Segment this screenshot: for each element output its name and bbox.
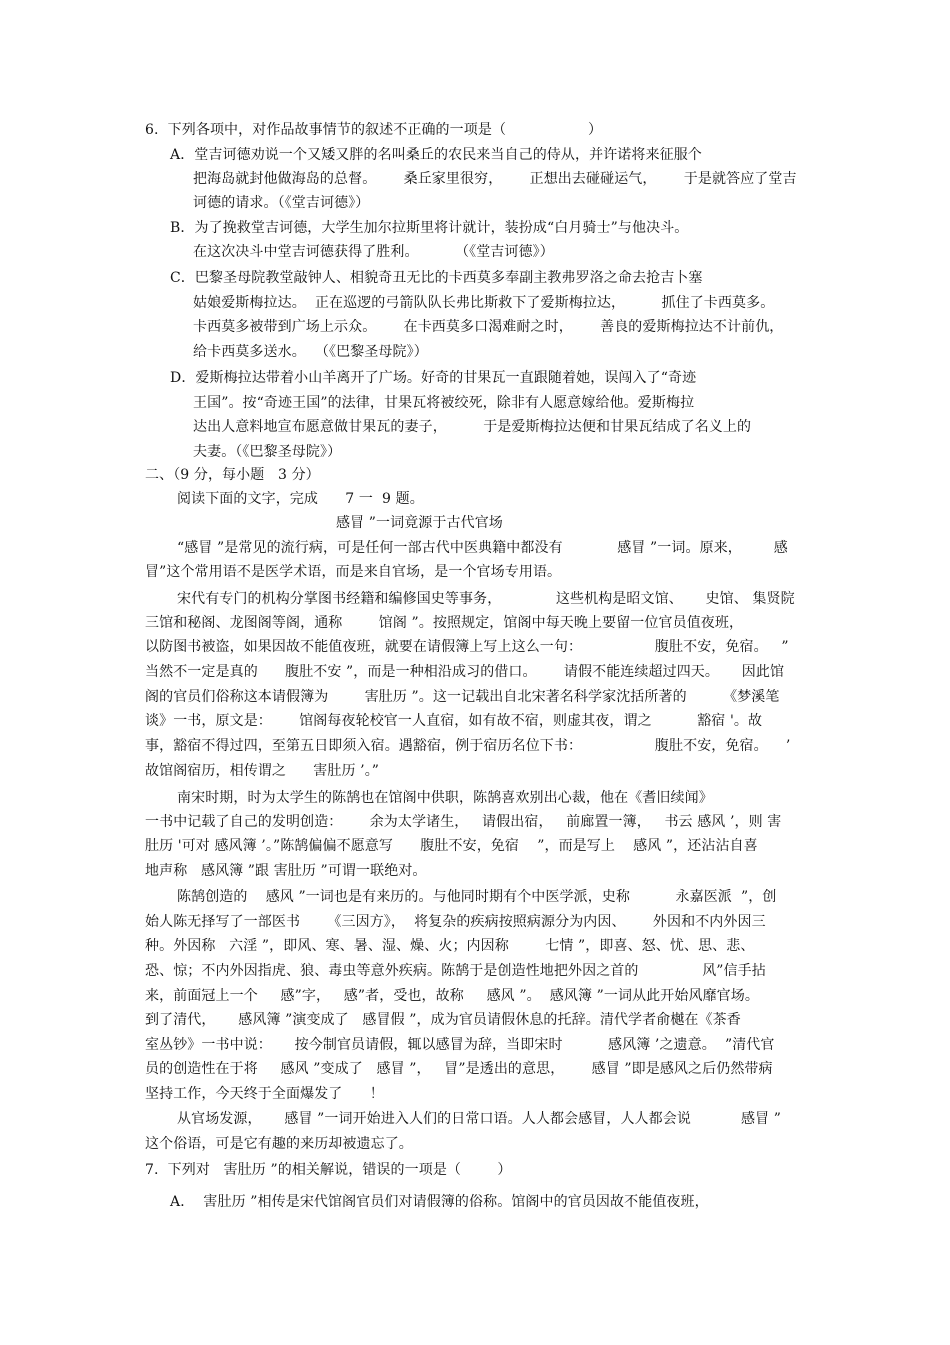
option-6c-line: C．巴黎圣母院教堂敲钟人、相貌奇丑无比的卡西莫多奉副主教弗罗洛之命去抢吉卜塞 (170, 270, 703, 286)
option-6d-line: 达出人意料地宣布愿意做甘果瓦的妻子， 于是爱斯梅拉达便和甘果瓦结成了名义上的 (193, 419, 752, 435)
passage-line: 恐、惊；不内外因指虎、狼、毒虫等意外疾病。陈鹄于是创造性地把外因之首的 风”信手拈 (145, 963, 766, 979)
question-6-stem: 6. 下列各项中，对作品故事情节的叙述不正确的一项是（ ） (145, 122, 603, 138)
passage-line: 员的创造性在于将 感风 ”变成了 感冒 ”， 冒”是透出的意思， 感冒 ”即是感风之后仍然带病 (145, 1061, 773, 1077)
option-6b-line: B．为了挽救堂吉诃德，大学生加尔拉斯里将计就计，装扮成“白月骑士”与他决斗。 (170, 220, 689, 236)
passage-line: 始人陈无择写了一部医书 《三因方》， 将复杂的疾病按照病源分为内因、 外因和不内外因三 (145, 914, 766, 930)
passage-line: 坚持工作，今天终于全面爆发了 ！ (145, 1086, 384, 1102)
passage-line: 一书中记载了自己的发明创造： 余为太学诸生， 请假出宿， 前廊置一簿， 书云 感风 ’，则 害 (145, 814, 782, 830)
passage-line: 三馆和秘阁、龙图阁等阁，通称 馆阁 ”。按照规定，馆阁中每天晚上要留一位官员值夜班， (145, 615, 744, 631)
passage-line: 从官场发源， 感冒 ”一词开始进入人们的日常口语。人人都会感冒，人人都会说 感冒 ” (177, 1111, 782, 1127)
passage-line: 故馆阁宿历，相传谓之 害肚历 ’。” (145, 763, 380, 779)
option-6a-line: 诃德的请求。（《堂吉诃德》） (193, 195, 370, 211)
passage-line: 肚历 '可对 感风簿 ’。”陈鹄偏偏不愿意写 腹肚不安，免宿 ”，而是写上 感风 ”，还沾沾自喜 (145, 838, 758, 854)
passage-line: 到了清代， 感风簿 ”演变成了 感冒假 ”，成为官员请假休息的托辞。清代学者俞樾在《茶香 (145, 1012, 741, 1028)
option-6d-line: 王国”。按“奇迹王国”的法律，甘果瓦将被绞死，除非有人愿意嫁给他。爱斯梅拉 (193, 395, 695, 411)
passage-line: 谈》一书，原文是： 馆阁每夜轮校官一人直宿，如有故不宿，则虚其夜，谓之 豁宿 '。故 (145, 713, 763, 729)
option-6c-line: 给卡西莫多送水。 （《巴黎圣母院》） (193, 344, 428, 360)
passage-line: 来，前面冠上一个 感”字， 感”者，受也，故称 感风 ”。 感风簿 ”一词从此开始风靡官场。 (145, 988, 759, 1004)
passage-line: 陈鹄创造的 感风 ”一词也是有来历的。与他同时期有个中医学派，史称 永嘉医派 ”，创 (177, 889, 777, 905)
passage-line: 室丛钞》一书中说： 按今制官员请假，辄以感冒为辞，当即宋时 感风簿 ’之遗意。 ”清代官 (145, 1037, 775, 1053)
passage-line: 以防图书被盗，如果因故不能值夜班，就要在请假簿上写上这么一句： 腹肚不安，免宿。 ” (145, 639, 789, 655)
option-6d-line: D．爱斯梅拉达带着小山羊离开了广场。好奇的甘果瓦一直跟随着她，误闯入了“奇迹 (170, 370, 697, 386)
option-6c-line: 姑娘爱斯梅拉达。 正在巡逻的弓箭队队长弗比斯救下了爱斯梅拉达， 抓住了卡西莫多。 (193, 295, 775, 311)
passage-line: 冒”这个常用语不是医学术语，而是来自官场，是一个官场专用语。 (145, 564, 562, 580)
passage-line: 南宋时期，时为太学生的陈鹄也在馆阁中供职，陈鹄喜欢别出心裁，他在《耆旧续闻》 (177, 790, 713, 806)
passage-line: 当然不一定是真的 腹肚不安 ”，而是一种相沿成习的借口。 请假不能连续超过四天。 因此馆 (145, 664, 785, 680)
passage-line: “感冒 ”是常见的流行病，可是任何一部古代中医典籍中都没有 感冒 ”一词。原来， 感 (177, 540, 788, 556)
option-6a-line: 把海岛就封他做海岛的总督。 桑丘家里很穷， 正想出去碰碰运气， 于是就答应了堂吉 (193, 171, 797, 187)
passage-line: 阁的官员们俗称这本请假簿为 害肚历 ”。这一记载出自北宋著名科学家沈括所著的 《梦溪笔 (145, 689, 780, 705)
passage-line: 这个俗语，可是它有趣的来历却被遗忘了。 (145, 1136, 413, 1152)
option-6b-line: 在这次决斗中堂吉诃德获得了胜利。 （《堂吉诃德》） (193, 244, 554, 260)
option-7a-line: A． 害肚历 ”相传是宋代馆阁官员们对请假簿的俗称。馆阁中的官员因故不能值夜班， (170, 1194, 709, 1210)
option-6a-line: A．堂吉诃德劝说一个又矮又胖的名叫桑丘的农民来当自己的侍从，并许诺将来征服个 (170, 147, 702, 163)
question-7-stem: 7. 下列对 害肚历 ”的相关解说，错误的一项是（ ） (145, 1162, 512, 1178)
option-6d-line: 夫妻。（《巴黎圣母院》） (193, 444, 342, 460)
passage-line: 地声称 感风簿 ”跟 害肚历 ”可谓一联绝对。 (145, 863, 427, 879)
passage-line: 种。外因称 六淫 ”，即风、寒、暑、湿、燥、火；内因称 七情 ”，即喜、怒、忧、思、悲、 (145, 938, 755, 954)
reading-instruction: 阅读下面的文字，完成 7 一 9 题。 (177, 491, 424, 507)
passage-line: 事，豁宿不得过四，至第五日即须入宿。遇豁宿，例于宿历名位下书： 腹肚不安，免宿。 ’ (145, 738, 791, 754)
passage-line: 宋代有专门的机构分掌图书经籍和编修国史等事务， 这些机构是昭文馆、 史馆、 集贤院 (177, 591, 795, 607)
option-6c-line: 卡西莫多被带到广场上示众。 在卡西莫多口渴难耐之时， 善良的爱斯梅拉达不计前仇， (193, 319, 784, 335)
passage-title: 感冒 ”一词竟源于古代官场 (336, 515, 503, 531)
section-heading: 二、（9 分，每小题 3 分） (145, 467, 320, 483)
